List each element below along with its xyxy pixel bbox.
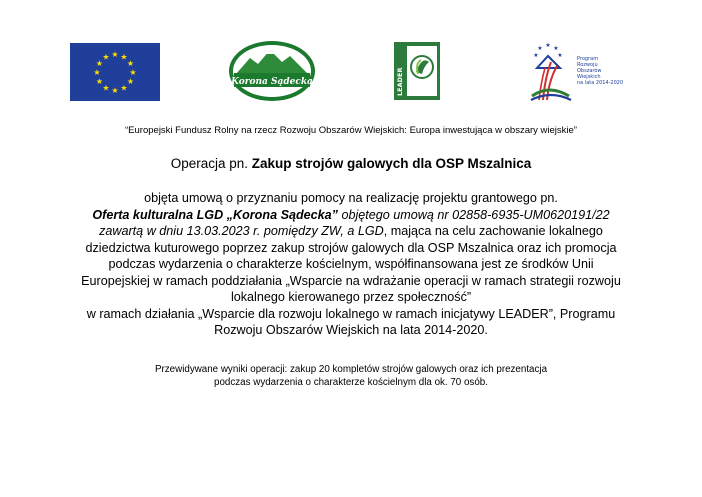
prow-text-4: Wiejskich <box>577 74 601 80</box>
main-line: dziedzictwa kuturowego poprzez zakup strojów galowych dla OSP Mszalnica oraz ich promocja <box>85 240 617 255</box>
svg-text:★: ★ <box>95 77 104 86</box>
svg-text:★: ★ <box>120 52 128 62</box>
main-line: Europejskiej w ramach poddziałania „Wsparcie na wdrażanie operacji w ramach strategii rozwoju <box>81 273 621 288</box>
results-line: podczas wydarzenia o charakterze kościelnym dla ok. 70 osób. <box>214 377 488 388</box>
svg-text:★: ★ <box>126 59 135 68</box>
agreement-number: objętego umową nr 02858-6935-UM0620191/22 <box>337 207 610 222</box>
main-line: Rozwoju Obszarów Wiejskich na lata 2014-2020. <box>214 323 488 337</box>
main-line-text: , mająca na celu zachowanie lokalnego <box>383 224 603 238</box>
prow-text-3: Obszarów <box>577 68 602 74</box>
logo-bar <box>0 40 702 102</box>
operation-heading <box>0 156 702 171</box>
results-line: Przewidywane wyniki operacji: zakup 20 kompletów strojów galowych oraz ich prezentacja <box>154 364 548 375</box>
svg-text:★: ★ <box>111 50 119 59</box>
prow-text-5: na lata 2014-2020 <box>577 80 624 86</box>
svg-text:★: ★ <box>93 68 101 77</box>
expected-results <box>60 363 642 389</box>
main-paragraph <box>40 190 662 339</box>
main-line: objęta umową o przyznaniu pomocy na realizację projektu grantowego pn. <box>144 191 558 205</box>
svg-text:★: ★ <box>120 83 128 93</box>
main-line: podczas wydarzenia o charakterze kościelnym, współfinansowana jest ze środków Unii <box>108 257 594 271</box>
fund-statement: “Europejski Fundusz Rolny na rzecz Rozwoju Obszarów Wiejskich: Europa inwestująca w obszary wiejskie” <box>125 125 577 136</box>
project-name: Oferta kulturalna LGD „Korona Sądecka” <box>92 207 338 222</box>
main-line: w ramach działania „Wsparcie dla rozwoju lokalnego w ramach inicjatywy LEADER”, Programu <box>86 306 616 321</box>
svg-text:★: ★ <box>553 45 559 52</box>
main-line <box>40 207 662 224</box>
svg-text:★: ★ <box>545 42 551 49</box>
svg-text:★: ★ <box>102 83 110 93</box>
svg-text:★: ★ <box>537 45 543 52</box>
svg-text:★: ★ <box>557 52 563 59</box>
korona-logo-text: Korona Sądecka <box>231 77 313 87</box>
eu-flag-logo <box>70 43 160 101</box>
prow-text-2: Rozwoju <box>577 62 598 68</box>
main-line <box>40 223 662 240</box>
main-line: lokalnego kierowanego przez społeczność” <box>230 290 472 304</box>
operation-title: Zakup strojów galowych dla OSP Mszalnica <box>251 156 532 171</box>
leader-logo-text: LEADER <box>396 67 404 96</box>
operation-prefix: Operacja pn. <box>170 156 252 171</box>
agreement-date: zawartą w dniu 13.03.2023 r. pomiędzy ZW, a LGD <box>99 224 384 238</box>
svg-text:★: ★ <box>111 86 119 95</box>
leader-logo <box>394 42 440 100</box>
prow-logo <box>527 38 632 104</box>
prow-text-1: Program <box>577 56 599 62</box>
svg-text:★: ★ <box>533 52 539 59</box>
svg-text:★: ★ <box>126 77 135 86</box>
svg-text:★: ★ <box>129 68 137 77</box>
korona-sadecka-logo <box>228 40 316 102</box>
svg-text:★: ★ <box>102 52 110 62</box>
svg-text:★: ★ <box>95 59 104 68</box>
